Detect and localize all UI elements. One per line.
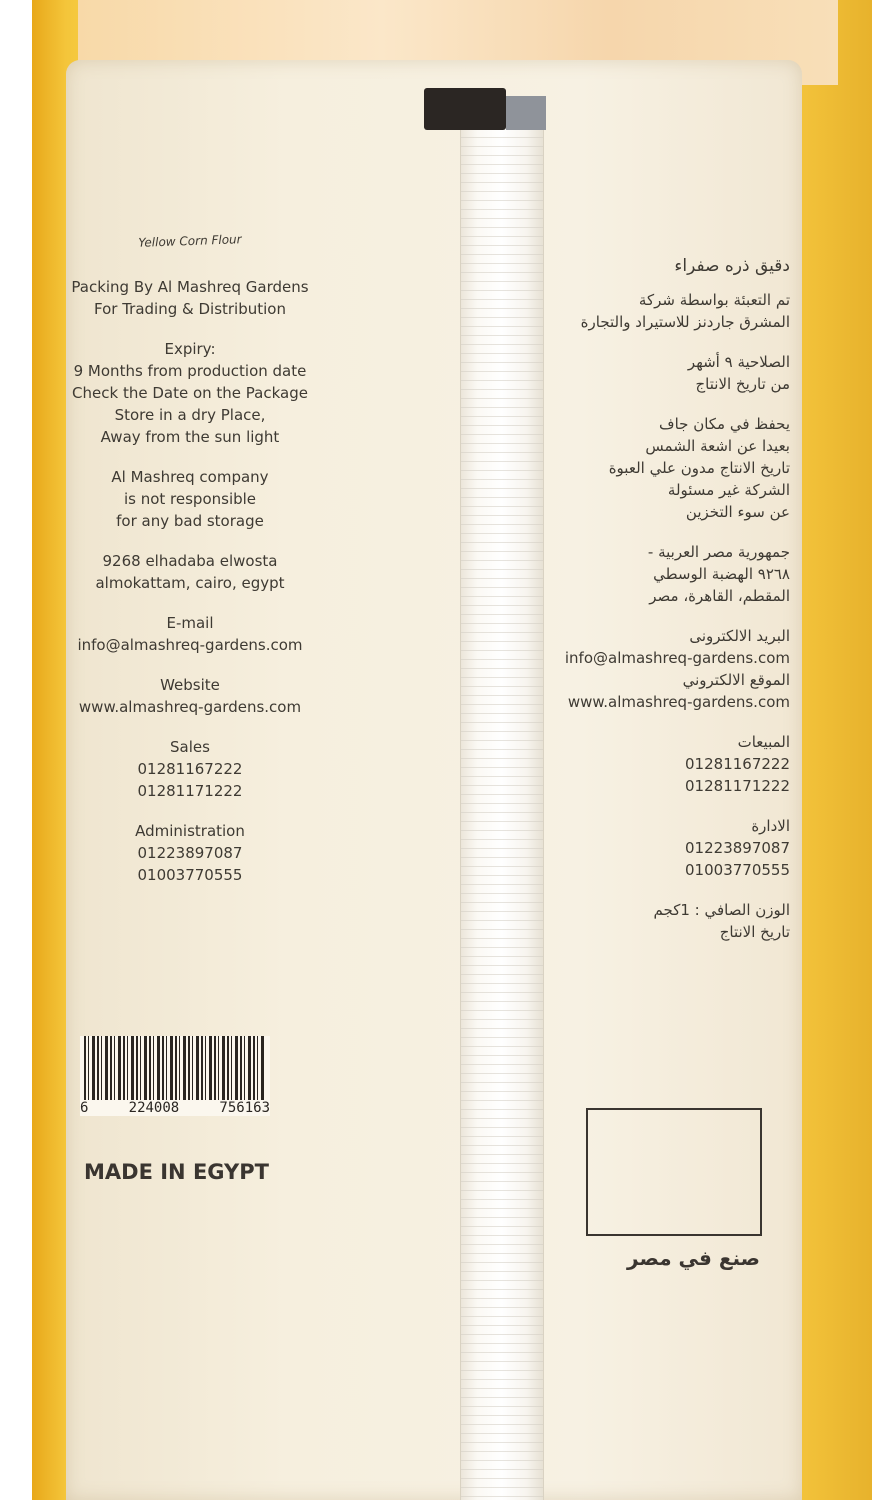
info-line: Away from the sun light — [100, 428, 280, 446]
info-line: ٩٢٦٨ الهضبة الوسطي — [653, 565, 790, 583]
info-line: تم التعبئة بواسطة شركة — [638, 291, 790, 309]
english-info-block — [60, 230, 320, 886]
product-name-en: Yellow Corn Flour — [138, 232, 242, 250]
info-line: جمهورية مصر العربية - — [647, 543, 790, 561]
info-line: www.almashreq-gardens.com — [567, 693, 790, 711]
info-line: Website — [160, 676, 220, 694]
info-line: is not responsible — [123, 490, 257, 508]
info-line: Store in a dry Place, — [114, 406, 266, 424]
line-gap — [60, 320, 320, 338]
info-line: 01281171222 — [137, 782, 243, 800]
line-gap — [560, 523, 790, 541]
info-line: 01281171222 — [685, 777, 790, 795]
info-line: 01003770555 — [685, 861, 790, 879]
info-line: info@almashreq-gardens.com — [564, 649, 790, 667]
info-line: Administration — [135, 822, 245, 840]
line-gap — [560, 395, 790, 413]
barcode-digit-group: 224008 — [128, 1100, 180, 1116]
line-gap — [60, 656, 320, 674]
line-gap — [60, 802, 320, 820]
barcode-digit-group: 6 — [80, 1100, 89, 1116]
info-line: 01281167222 — [685, 755, 790, 773]
barcode-digits — [80, 1100, 270, 1116]
info-line: Al Mashreq company — [111, 468, 269, 486]
info-line: تاريخ الانتاج — [719, 923, 790, 941]
line-gap — [60, 532, 320, 550]
info-line: المبيعات — [737, 733, 790, 751]
line-gap — [560, 797, 790, 815]
info-line: 9 Months from production date — [73, 362, 307, 380]
barcode — [80, 1036, 270, 1116]
info-line: المقطم، القاهرة، مصر — [649, 587, 790, 605]
info-line: For Trading & Distribution — [94, 300, 286, 318]
line-gap — [560, 881, 790, 899]
info-line: 01003770555 — [137, 866, 243, 884]
info-line: تاريخ الانتاج مدون علي العبوة — [608, 459, 790, 477]
info-line: 01223897087 — [685, 839, 790, 857]
product-name-ar: دقيق ذره صفراء — [674, 256, 790, 276]
arabic-info-block — [560, 255, 790, 943]
info-line: 01223897087 — [137, 844, 243, 862]
info-line: الادارة — [751, 817, 790, 835]
barcode-digit-group: 756163 — [219, 1100, 270, 1116]
line-gap — [560, 607, 790, 625]
info-line: Packing By Al Mashreq Gardens — [71, 278, 309, 296]
line-gap — [60, 594, 320, 612]
info-line: عن سوء التخزين — [685, 503, 790, 521]
center-seam — [460, 128, 544, 1500]
info-line: Sales — [170, 738, 210, 756]
info-line: for any bad storage — [116, 512, 264, 530]
production-date-box — [586, 1108, 762, 1236]
line-gap — [560, 713, 790, 731]
info-line: www.almashreq-gardens.com — [78, 698, 302, 716]
info-line: الشركة غير مسئولة — [667, 481, 790, 499]
info-line: Check the Date on the Package — [72, 384, 308, 402]
info-line: الموقع الالكتروني — [682, 671, 790, 689]
info-line: المشرق جاردنز للاستيراد والتجارة — [580, 313, 790, 331]
info-line: 9268 elhadaba elwosta — [102, 552, 278, 570]
seal-clip — [424, 88, 506, 130]
made-in-egypt-ar: صنع في مصر — [627, 1246, 760, 1270]
seal-clip-edge — [506, 96, 546, 130]
barcode-bars — [84, 1036, 266, 1100]
info-line: 01281167222 — [137, 760, 243, 778]
info-line: من تاريخ الانتاج — [695, 375, 790, 393]
line-gap — [560, 333, 790, 351]
info-line: الوزن الصافي : 1كجم — [653, 901, 790, 919]
info-line: almokattam, cairo, egypt — [95, 574, 285, 592]
made-in-egypt-en: MADE IN EGYPT — [84, 1160, 269, 1184]
info-line: Expiry: — [164, 340, 216, 358]
line-gap — [60, 718, 320, 736]
info-line: البريد الالكترونى — [689, 627, 790, 645]
info-line: بعيدا عن اشعة الشمس — [645, 437, 790, 455]
info-line: يحفظ في مكان جاف — [659, 415, 790, 433]
info-line: الصلاحية ٩ أشهر — [687, 353, 790, 371]
info-line: info@almashreq-gardens.com — [77, 636, 303, 654]
info-line: E-mail — [166, 614, 214, 632]
line-gap — [60, 448, 320, 466]
